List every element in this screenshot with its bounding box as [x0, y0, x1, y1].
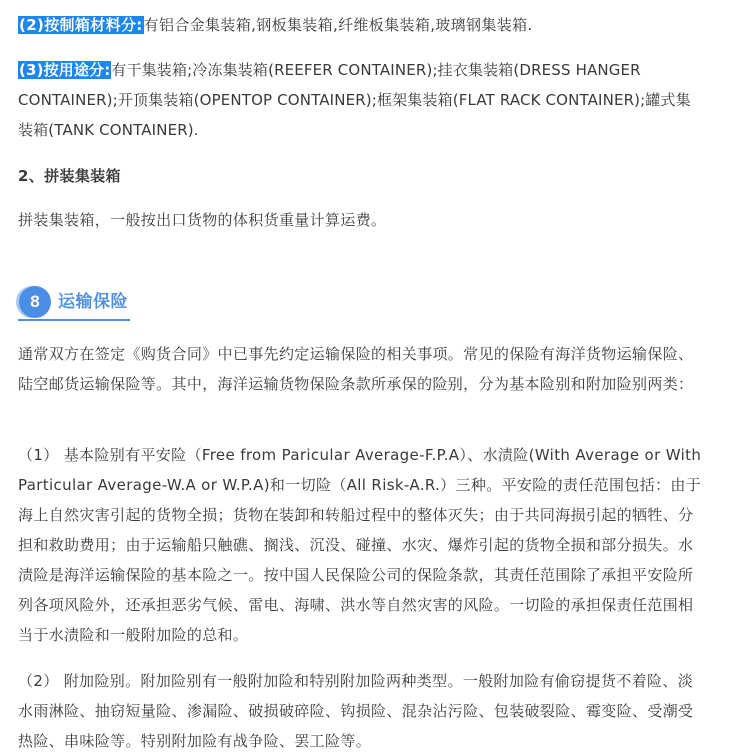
lcl-paragraph: 拼装集装箱，一般按出口货物的体积货重量计算运费。 — [18, 211, 387, 229]
lcl-heading: 2、拼装集装箱 — [18, 167, 121, 185]
material-classification-paragraph — [18, 10, 533, 40]
usage-text: 有干集装箱;冷冻集装箱(REEFER CONTAINER);挂衣集装箱(DRESS HANGER CONTAINER);开顶集装箱(OPENTOP CONTAINER);框架集装箱(FLAT RACK CONTAINER);罐式集装箱(TANK CONTAINER). — [18, 61, 691, 139]
usage-classification-paragraph — [18, 55, 702, 145]
section-number-badge: 8 — [19, 286, 51, 318]
additional-coverage-paragraph: （2） 附加险别。附加险别有一般附加险和特别附加险两种类型。一般附加险有偷窃提货不着险、淡水雨淋险、抽窃短量险、渗漏险、破损破碎险、钩损险、混杂沾污险、包装破裂险、霉变险、受潮受热险、串味险等。特别附加险有战争险、罢工险等。 — [18, 672, 694, 750]
insurance-intro-paragraph: 通常双方在签定《购货合同》中已事先约定运输保险的相关事项。常见的保险有海洋货物运输保险、陆空邮货运输保险等。其中，海洋运输货物保险条款所承保的险别，分为基本险别和附加险别两类： — [18, 345, 694, 393]
material-text: 有铝合金集装箱,钢板集装箱,纤维板集装箱,玻璃钢集装箱. — [143, 16, 533, 34]
material-highlight-label: (2)按制箱材料分: — [19, 16, 143, 34]
basic-coverage-paragraph: （1） 基本险别有平安险（Free from Paricular Average-F.P.A）、水渍险(With Average or With Particular Average-W.A or W.P.A)和一切险（All Risk-A.R.）三种。平安险的责任范围包括：由于海上自然灾害引起的货物全损；货物在装卸和转船过程中的整体灭失；由于共同海损引起的牺牲、分担和救助费用；由于运输船只触礁、搁浅、沉没、碰撞、水灾、爆炸引起的货物全损和部分损失。水渍险是海洋运输保险的基本险之一。按中国人民保险公司的保险条款，其责任范围除了承担平安险所列各项风险外，还承担恶劣气候、雷电、海啸、洪水等自然灾害的风险。一切险的承担保责任范围相当于水渍险和一般附加险的总和。 — [18, 446, 702, 644]
section-title-underline — [18, 319, 130, 321]
usage-highlight-label: (3)按用途分: — [19, 61, 111, 79]
section-title: 运输保险 — [58, 292, 128, 312]
